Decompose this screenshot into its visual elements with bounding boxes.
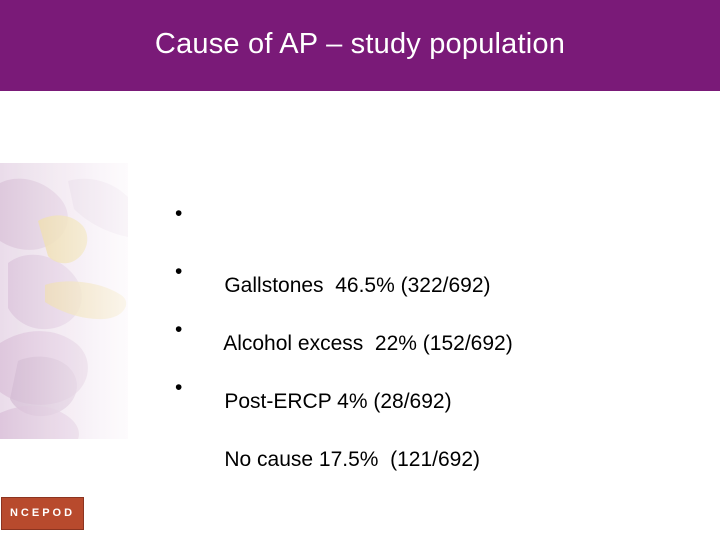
bullet-text: Alcohol excess 22% (152/692) [223,332,513,355]
bullet-text: Post-ERCP 4% (28/692) [224,390,452,413]
anatomy-image [0,163,128,439]
bullet-no-cause [175,370,513,471]
ncepod-logo [1,497,84,530]
bullet-alcohol-excess [175,254,513,355]
bullet-marker: • [175,202,183,225]
bullet-text: No cause 17.5% (121/692) [224,448,481,471]
logo-text: NCEPOD [9,507,76,519]
bullet-marker: • [175,260,183,283]
bullet-post-ercp [175,312,513,413]
title-bar [0,0,720,91]
bullet-marker: • [175,318,183,341]
anatomy-illustration [0,163,128,439]
bullet-text: Gallstones 46.5% (322/692) [224,274,491,297]
slide-title: Cause of AP – study population [154,28,566,60]
bullet-list [175,196,513,471]
bullet-gallstones [175,196,513,297]
bullet-marker: • [175,376,183,399]
